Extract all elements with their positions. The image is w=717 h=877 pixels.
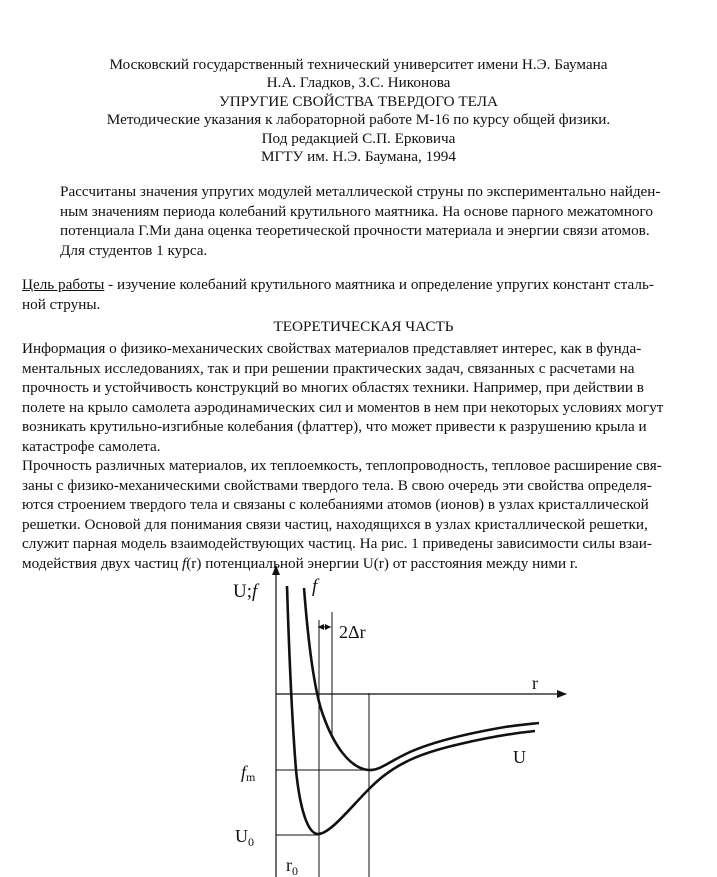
university-name: Московский государственный технический университет имени Н.Э. Баумана	[109, 56, 608, 73]
publisher-year: МГТУ им. Н.Э. Баумана, 1994	[261, 147, 456, 165]
abstract-line: Рассчитаны значения упругих модулей металлической струны по экспериментально найден-	[60, 183, 661, 200]
paragraph-line: Прочность различных материалов, их теплоемкость, теплопроводность, тепловое расширение свя-	[22, 457, 662, 474]
authors: Н.А. Гладков, З.С. Никонова	[266, 74, 451, 92]
document-title: УПРУГИЕ СВОЙСТВА ТВЕРДОГО ТЕЛА	[218, 92, 498, 110]
abstract-line: Для студентов 1 курса.	[60, 241, 208, 259]
fm-label: fm	[241, 762, 256, 784]
force-curve-label: f	[312, 576, 318, 597]
paragraph-line: ментальных исследованиях, так и при решении практических задач, связанных с расчетами на	[22, 359, 635, 377]
paragraph-line: решетки. Основой для понимания связи частиц, находящихся в узлах кристаллической решетки,	[22, 515, 648, 533]
paragraph-line: возникать крутильно-изгибные колебания (флаттер), что может привести к разрушению крыла и	[22, 418, 647, 435]
abstract-line: ным значениям периода колебаний крутильного маятника. На основе парного межатомного	[60, 202, 653, 220]
document-subtitle: Методические указания к лабораторной работе М-16 по курсу общей физики.	[106, 111, 611, 129]
paragraph-line: катастрофе самолета.	[22, 437, 161, 455]
paragraph-line: прочность и устойчивость конструкций во многих областях техники. Например, при действии в	[22, 379, 644, 396]
U0-label: $U_0$	[235, 826, 254, 849]
energy-curve-U	[287, 586, 535, 834]
section-title: ТЕОРЕТИЧЕСКАЯ ЧАСТЬ	[273, 318, 454, 335]
force-symbol: f	[182, 554, 187, 572]
force-curve-f	[304, 588, 539, 770]
paragraph-line: ются строением твердого тела и связаны с колебаниями атомов (ионов) в узлах кристаллической	[22, 496, 649, 513]
delta-arrowhead-right	[325, 624, 331, 630]
editor: Под редакцией С.П. Ерковича	[261, 129, 456, 147]
paragraph-line: полете на крыло самолета аэродинамических сил и моментов в нем при некоторых условиях могут	[22, 398, 664, 416]
goal-label: Цель работы	[22, 276, 105, 293]
goal-text: - изучение колебаний крутильного маятника и определение упругих констант сталь-	[104, 276, 654, 293]
abstract-line: потенциала Г.Ми дана оценка теоретической прочности материала и энергии связи атомов.	[60, 222, 650, 239]
goal-text-line2: ной струны.	[22, 295, 101, 313]
paragraph-line: заны с физико-механическими свойствами твердого тела. В свою очередь эти свойства определя-	[22, 476, 652, 494]
paragraph-line: Информация о физико-механических свойствах материалов представляет интерес, как в фунда-	[22, 340, 642, 357]
x-axis-label: r	[532, 673, 538, 693]
delta-r-label: 2Δr	[339, 622, 366, 642]
paragraph-line-part: модействия двух частиц	[22, 554, 182, 572]
paragraph-line-part: (r) потенциальной энергии U(r) от расстояния между ними r.	[186, 554, 578, 572]
y-axis-label: U;f	[233, 581, 258, 602]
energy-curve-label: U	[513, 747, 526, 767]
r0-label: $r_0$	[286, 855, 298, 877]
paragraph-line: служит парная модель взаимодействующих частиц. На рис. 1 приведены зависимости силы взаи-	[22, 535, 652, 552]
